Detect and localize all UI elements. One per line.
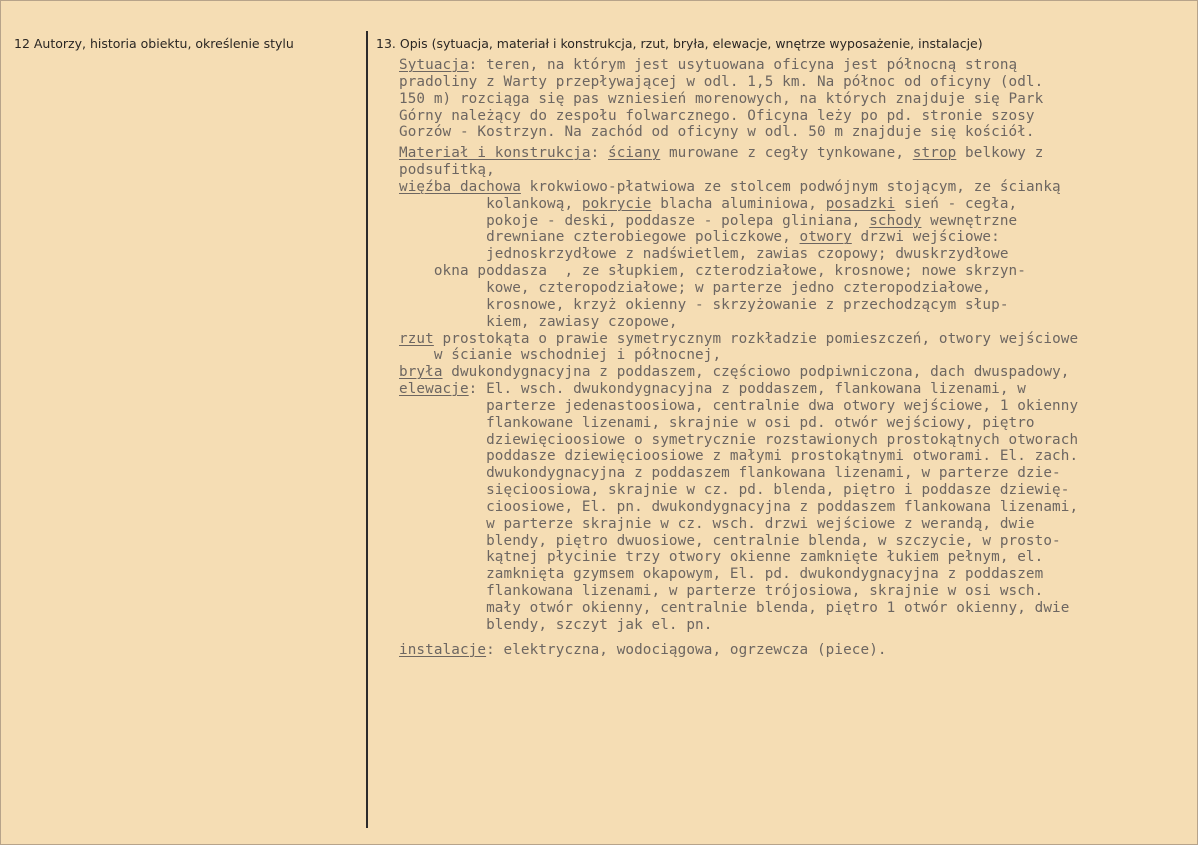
typed-line: parterze jedenastoosiowa, centralnie dwa otwory wejściowe, 1 okienny — [399, 397, 1079, 414]
typed-line: cioosiowe, El. pn. dwukondygnacyjna z poddaszem flankowana lizenami, — [399, 498, 1079, 515]
sytuacja-label: Sytuacja — [399, 57, 469, 73]
section-13-heading: 13. Opis (sytuacja, materiał i konstrukcja, rzut, bryła, elewacje, wnętrze wyposażenie, instalacje) — [376, 36, 983, 51]
typed-line: sięcioosiowa, skrajnie w cz. pd. blenda, piętro i poddasze dziewię- — [399, 482, 1070, 499]
typed-line: pradoliny z Warty przepływającej w odl. 1,5 km. Na północ od oficyny (odl. — [399, 73, 1044, 90]
section-12-heading: 12 Autorzy, historia obiektu, określenie stylu — [14, 36, 294, 51]
typed-line: blendy, szczyt jak el. pn. — [399, 616, 713, 633]
typed-line: w ścianie wschodniej i północnej, — [399, 347, 722, 364]
elewacje-label: elewacje — [399, 381, 469, 398]
typed-line: w parterze skrajnie w cz. wsch. drzwi wejściowe z werandą, dwie — [399, 515, 1035, 532]
column-divider — [366, 31, 368, 828]
typed-line: pokoje - deski, poddasze - polepa gliniana, schody wewnętrzne — [399, 212, 1018, 229]
typed-line: podsufitką, — [399, 162, 495, 179]
typed-line: zamknięta gzymsem okapowym, El. pd. dwukondygnacyjna z poddaszem — [399, 566, 1044, 583]
typed-line: jednoskrzydłowe z nadświetlem, zawias czopowy; dwuskrzydłowe — [399, 246, 1009, 263]
typed-description — [399, 57, 1198, 659]
typed-line: Gorzów - Kostrzyn. Na zachód od oficyny w odl. 50 m znajduje się kościół. — [399, 124, 1035, 141]
typed-line: instalacje: elektryczna, wodociągowa, ogrzewcza (piece). — [399, 641, 887, 658]
typed-line: drewniane czterobiegowe policzkowe, otwory drzwi wejściowe: — [399, 229, 1000, 246]
typed-line: okna poddasza , ze słupkiem, czterodziałowe, krosnowe; nowe skrzyn- — [399, 263, 1026, 280]
typed-line: kątnej płycinie trzy otwory okienne zamknięte łukiem pełnym, el. — [399, 549, 1044, 566]
typed-line: rzut prostokąta o prawie symetrycznym rozkładzie pomieszczeń, otwory wejściowe — [399, 330, 1079, 347]
typed-line: poddasze dziewięcioosiowe z małymi prostokątnymi otworami. El. zach. — [399, 448, 1079, 465]
typed-line: bryła dwukondygnacyjna z poddaszem, częściowo podpiwniczona, dach dwuspadowy, — [399, 364, 1070, 381]
typed-line: kowe, czteropodziałowe; w parterze jedno czteropodziałowe, — [399, 279, 992, 296]
typed-line: flankowana lizenami, w parterze trójosiowa, skrajnie w osi wsch. — [399, 583, 1044, 600]
typed-line: dwukondygnacyjna z poddaszem flankowana lizenami, w parterze dzie- — [399, 465, 1061, 482]
typed-line: mały otwór okienny, centralnie blenda, piętro 1 otwór okienny, dwie — [399, 600, 1070, 616]
instalacje-label: instalacje — [399, 641, 487, 658]
typed-line: dziewięcioosiowe o symetrycznie rozstawionych prostokątnych otworach — [399, 431, 1079, 448]
typed-line: kiem, zawiasy czopowe, — [399, 313, 678, 330]
bryla-label: bryła — [399, 364, 443, 381]
typed-line: Materiał i konstrukcja: ściany murowane z cegły tynkowane, strop belkowy z — [399, 145, 1044, 162]
typed-line: elewacje: El. wsch. dwukondygnacyjna z poddaszem, flankowana lizenami, w — [399, 381, 1026, 398]
material-label: Materiał i konstrukcja — [399, 145, 591, 162]
typed-line: 150 m) rozciąga się pas wzniesień morenowych, na których znajduje się Park — [399, 90, 1044, 107]
typed-line: Sytuacja: teren, na którym jest usytuowana oficyna jest północną stroną — [399, 57, 1018, 73]
typed-line: krosnowe, krzyż okienny - skrzyżowanie z przechodzącym słup- — [399, 296, 1009, 313]
typed-line: Górny należący do zespołu folwarcznego. Oficyna leży po pd. stronie szosy — [399, 107, 1035, 124]
wiezba-label: więźba dachowa — [399, 178, 521, 195]
typed-line: kolankową, pokrycie blacha aluminiowa, posadzki sień - cegła, — [399, 195, 1018, 212]
typed-line: flankowane lizenami, skrajnie w osi pd. otwór wejściowy, piętro — [399, 414, 1035, 431]
typed-line: blendy, piętro dwuosiowe, centralnie blenda, w szczycie, w prosto- — [399, 532, 1061, 549]
rzut-label: rzut — [399, 330, 434, 347]
typed-line: więźba dachowa krokwiowo-płatwiowa ze stolcem podwójnym stojącym, ze ścianką — [399, 178, 1061, 195]
